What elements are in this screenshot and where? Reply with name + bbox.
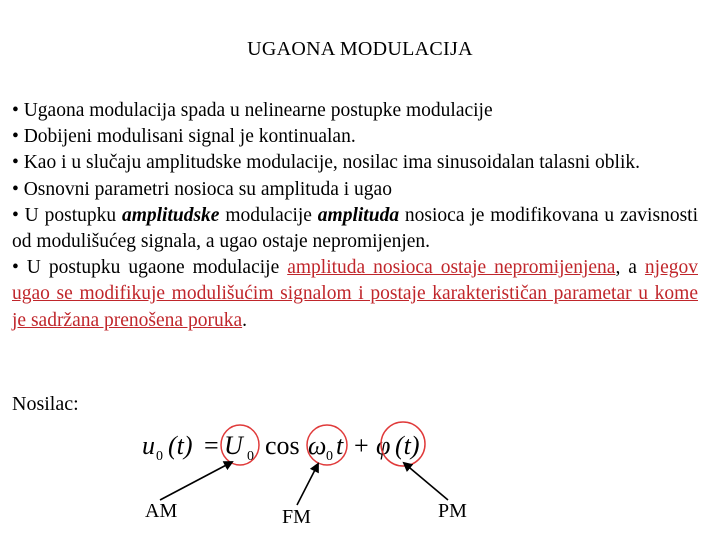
page-title: UGAONA MODULACIJA [247,38,473,60]
highlighted-text: njegov ugao se modifikuje modulišućim signalom i postaje karakterističan parametar u kome je sadržana prenošena poruka [12,257,698,331]
carrier-label: Nosilac: [12,393,79,415]
bullet-text: . [242,309,247,331]
label-fm: FM [282,506,311,528]
arrow-pm [404,463,448,500]
formula-cos: cos [265,431,300,460]
formula-U-sub: 0 [247,449,254,464]
formula-omega: ω [308,431,327,460]
highlighted-text: amplituda nosioca ostaje nepromijenjena [287,257,616,279]
label-pm: PM [438,500,467,522]
bullet-text: • U postupku [12,204,122,226]
formula-U: U [224,431,243,460]
formula-t3: (t) [395,431,420,460]
formula-plus: + [354,431,369,460]
formula-t: (t) [168,431,193,460]
formula-omega-sub: 0 [326,449,333,464]
formula-u: u [142,431,155,460]
bullet-text: modulacije [219,204,318,226]
bullet-item: • Ugaona modulacija spada u nelinearne postupke modulacije [12,100,493,121]
bullet-text: nosioca je modifikovana u zavisnosti od modulišućeg signala, a ugao ostaje nepromijenjen. [12,204,698,253]
formula-t2: t [336,431,344,460]
bullet-item: • Osnovni parametri nosioca su amplituda i ugao [12,178,392,200]
arrow-am [160,462,232,500]
emphasis-text: amplituda [317,204,400,226]
formula-phi: φ [376,431,391,460]
label-am: AM [145,500,178,522]
bullet-text: • U postupku ugaone modulacije [12,257,288,279]
bullet-item: • Dobijeni modulisani signal je kontinualan. [12,126,356,148]
arrow-fm [297,464,318,505]
bullet-item: • Kao i u slučaju amplitudske modulacije, nosilac ima sinusoidalan talasni oblik. [12,152,640,174]
bullet-text: , a [615,257,645,279]
emphasis-text: amplitudske [121,204,220,226]
formula-equals: = [204,431,219,460]
formula-u-sub: 0 [156,449,163,464]
